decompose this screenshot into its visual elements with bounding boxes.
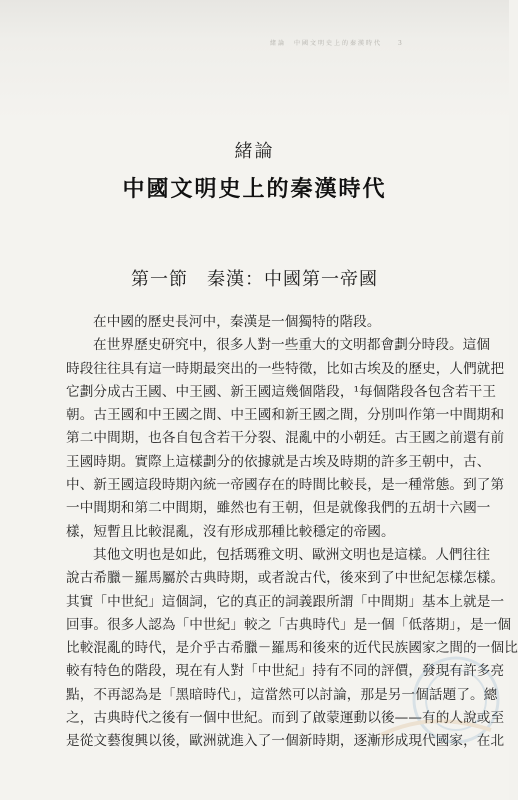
text-line: 樣，短暫且比較混亂，沒有形成那種比較穩定的帝國。 [66, 523, 395, 540]
text-line: 是從文藝復興以後，歐洲就進入了一個新時期，逐漸形成現代國家，在北 [66, 733, 505, 750]
text-line: 在世界歷史研究中，很多人對一些重大的文明都會劃分時段。這個 [93, 337, 491, 354]
paragraph [66, 311, 458, 334]
text-line: 說古希臘－羅馬屬於古典時期，或者說古代，後來到了中世紀怎樣怎樣。 [66, 570, 505, 587]
running-head: 緒論 中國文明史上的秦漢時代 3 [270, 40, 404, 47]
text-line: 較有特色的階段，現在有人對「中世紀」持有不同的評價，發現有許多亮 [66, 663, 505, 680]
text-line: 王國時期。實際上這樣劃分的依據就是古埃及時期的許多王朝中，古、 [66, 453, 491, 470]
text-line: 中、新王國這段時期內統一帝國存在的時間比較長，是一種常態。到了第 [66, 477, 505, 494]
text-line: 第二中間期，也各自包含若干分裂、混亂中的小朝廷。古王國之前還有前 [66, 430, 505, 447]
text-line: 其實「中世紀」這個詞，它的真正的詞義跟所謂「中間期」基本上就是一 [66, 593, 505, 610]
text-line: 回事。很多人認為「中世紀」較之「古典時代」是一個「低落期」，是一個 [66, 616, 512, 633]
text-line: 它劃分成古王國、中王國、新王國這幾個階段，¹每個階段各包含若干王 [66, 383, 497, 400]
text-line: 其他文明也是如此，包括瑪雅文明、歐洲文明也是這樣。人們往往 [93, 546, 491, 563]
text-line: 一中間期和第二中間期，雖然也有王朝，但是就像我們的五胡十六國一 [66, 500, 491, 517]
text-line: 時段往往具有這一時期最突出的一些特徵，比如古埃及的歷史，人們就把 [66, 360, 505, 377]
section-title: 第一節 秦漢：中國第一帝國 [131, 269, 378, 290]
text-line: 在中國的歷史長河中，秦漢是一個獨特的階段。 [93, 314, 381, 330]
chapter-title: 中國文明史上的秦漢時代 [122, 176, 387, 202]
body-text [66, 311, 518, 754]
text-line: 點，不再認為是「黑暗時代」，這當然可以討論，那是另一個話題了。總 [66, 686, 498, 703]
chapter-label: 緒論 [234, 141, 275, 162]
paragraph [66, 334, 505, 544]
text-line: 朝。古王國和中王國之間、中王國和新王國之間，分別叫作第一中間期和 [66, 407, 505, 424]
text-line: 之，古典時代之後有一個中世紀。而到了啟蒙運動以後——有的人說或至 [66, 710, 505, 727]
paragraph [66, 544, 518, 754]
text-line: 比較混亂的時代，是介乎古希臘－羅馬和後來的近代民族國家之間的一個比 [66, 640, 518, 657]
